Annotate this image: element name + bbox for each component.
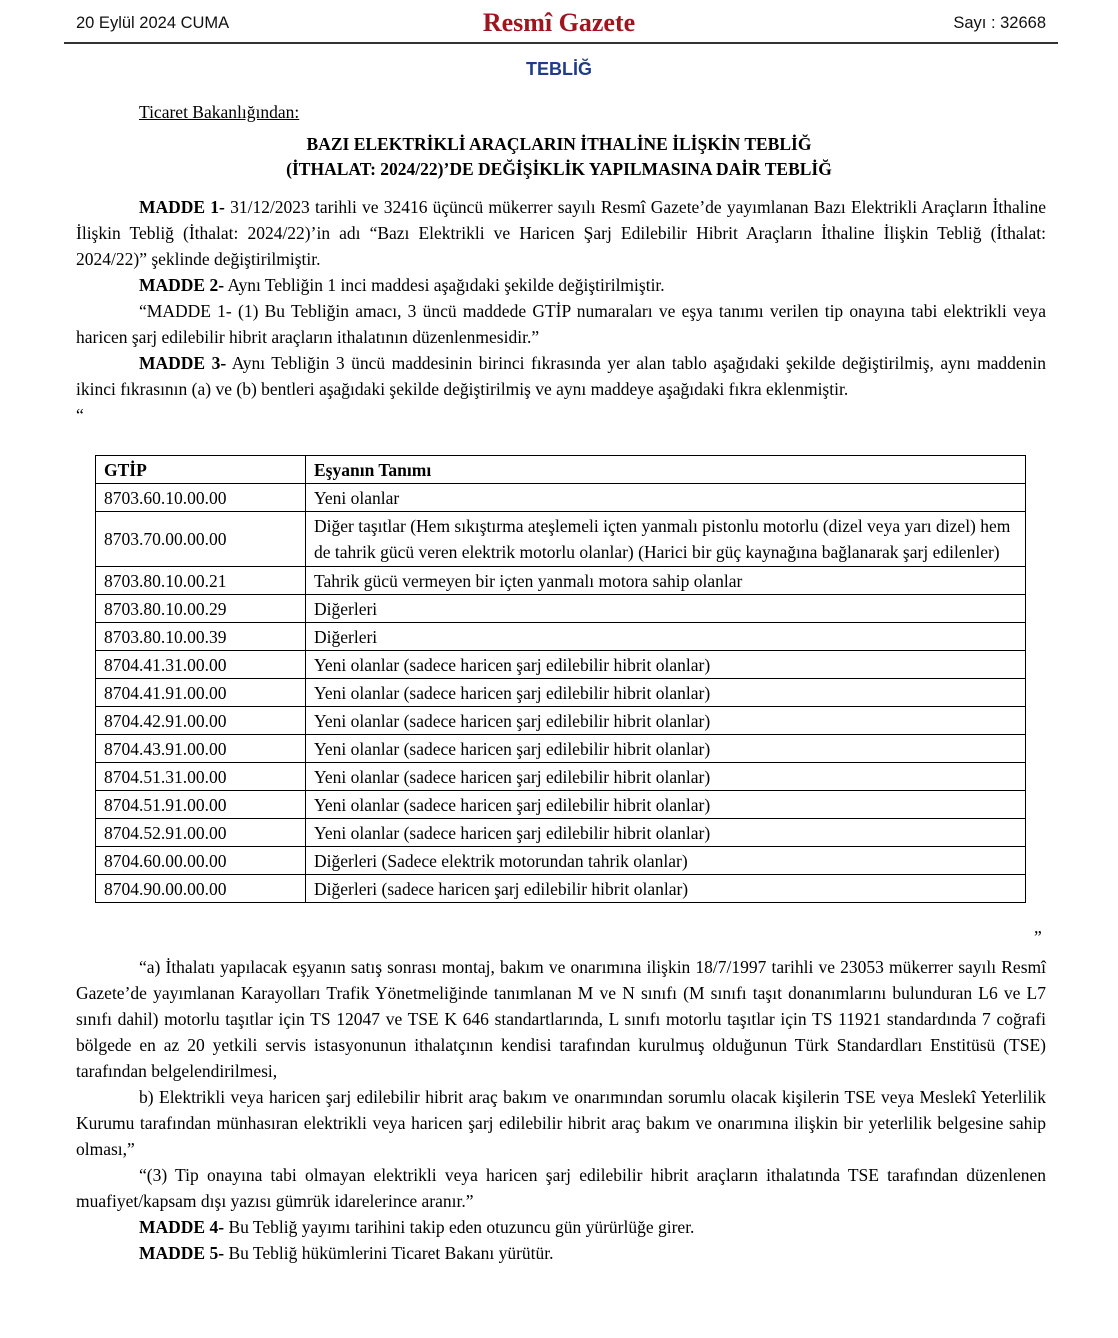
article-text: Aynı Tebliğin 1 inci maddesi aşağıdaki şekilde değiştirilmiştir. xyxy=(224,275,665,295)
table-row xyxy=(96,763,1026,791)
table-row xyxy=(96,847,1026,875)
description-cell: Yeni olanlar (sadece haricen şarj edilebilir hibrit olanlar) xyxy=(306,791,1026,819)
article-paragraph xyxy=(76,1162,1046,1214)
description-cell: Yeni olanlar (sadece haricen şarj edilebilir hibrit olanlar) xyxy=(306,651,1026,679)
body-bottom xyxy=(76,954,1046,1266)
table-row xyxy=(96,595,1026,623)
table-row xyxy=(96,819,1026,847)
gtip-code-cell: 8703.80.10.00.21 xyxy=(96,567,306,595)
document-title-line-2: (İTHALAT: 2024/22)’DE DEĞİŞİKLİK YAPILMASINA DAİR TEBLİĞ xyxy=(286,159,832,179)
description-cell: Diğer taşıtlar (Hem sıkıştırma ateşlemeli içten yanmalı pistonlu motorlu (dizel veya yarı dizel) hem de tahrik gücü veren elektrik motorlu olanlar) (Harici bir güç kaynağına bağlanarak şarj edilenler) xyxy=(306,512,1026,567)
gtip-code-cell: 8704.41.91.00.00 xyxy=(96,679,306,707)
article-text: “(3) Tip onayına tabi olmayan elektrikli veya haricen şarj edilebilir hibrit araçların ithalatında TSE tarafından düzenlenen muafiyet/kapsam dışı yazısı gümrük idarelerince aranır.” xyxy=(76,1165,1046,1211)
table-row xyxy=(96,679,1026,707)
article-label: MADDE 3- xyxy=(139,353,227,373)
gtip-code-cell: 8704.52.91.00.00 xyxy=(96,819,306,847)
table-row xyxy=(96,651,1026,679)
article-paragraph xyxy=(76,1214,1046,1240)
article-paragraph xyxy=(76,298,1046,350)
article-paragraph xyxy=(76,194,1046,272)
table-row xyxy=(96,484,1026,512)
description-cell: Diğerleri (sadece haricen şarj edilebilir hibrit olanlar) xyxy=(306,875,1026,903)
gtip-code-cell: 8704.42.91.00.00 xyxy=(96,707,306,735)
article-text: 31/12/2023 tarihli ve 32416 üçüncü mükerrer sayılı Resmî Gazete’de yayımlanan Bazı Elektrikli Araçların İthaline İlişkin Tebliğ (İthalat: 2024/22)’in adı “Bazı Elektrikli ve Haricen Şarj Edilebilir Hibrit Araçların İthaline İlişkin Tebliğ (İthalat: 2024/22)” şeklinde değiştirilmiştir. xyxy=(76,197,1047,269)
article-text: Aynı Tebliğin 3 üncü maddesinin birinci fıkrasında yer alan tablo aşağıdaki şekilde değiştirilmiş, aynı maddenin ikinci fıkrasının (a) ve (b) bentleri aşağıdaki şekilde değiştirilmiş ve aynı maddeye aşağıdaki fıkra eklenmiştir. xyxy=(76,353,1046,399)
description-cell: Diğerleri xyxy=(306,595,1026,623)
description-cell: Yeni olanlar (sadece haricen şarj edilebilir hibrit olanlar) xyxy=(306,763,1026,791)
gtip-code-cell: 8703.70.00.00.00 xyxy=(96,512,306,567)
table-header-row xyxy=(96,456,1026,484)
issuing-ministry: Ticaret Bakanlığından: xyxy=(139,102,300,122)
gtip-code-cell: 8704.41.31.00.00 xyxy=(96,651,306,679)
article-label: MADDE 4- xyxy=(139,1217,225,1237)
table-row xyxy=(96,512,1026,567)
table-close-quote: ” xyxy=(1034,927,1042,947)
article-paragraph xyxy=(76,1084,1046,1162)
description-cell: Tahrik gücü vermeyen bir içten yanmalı motora sahip olanlar xyxy=(306,567,1026,595)
article-paragraph xyxy=(76,1240,1046,1266)
description-cell: Diğerleri xyxy=(306,623,1026,651)
table-row xyxy=(96,707,1026,735)
gtip-code-cell: 8704.43.91.00.00 xyxy=(96,735,306,763)
description-cell: Diğerleri (Sadece elektrik motorundan tahrik olanlar) xyxy=(306,847,1026,875)
body-top xyxy=(76,194,1046,428)
article-text: Bu Tebliğ yayımı tarihini takip eden otuzuncu gün yürürlüğe girer. xyxy=(224,1217,695,1237)
table-row xyxy=(96,791,1026,819)
article-text: “MADDE 1- (1) Bu Tebliğin amacı, 3 üncü maddede GTİP numaraları ve eşya tanımı verilen tip onayına tabi elektrikli veya haricen şarj edilebilir hibrit araçların ithalatının düzenlenmesidir.” xyxy=(76,301,1046,347)
header-divider xyxy=(64,42,1058,44)
table-row xyxy=(96,623,1026,651)
gtip-code-cell: 8704.90.00.00.00 xyxy=(96,875,306,903)
description-cell: Yeni olanlar (sadece haricen şarj edilebilir hibrit olanlar) xyxy=(306,735,1026,763)
column-header-description: Eşyanın Tanımı xyxy=(306,456,1026,484)
article-text: b) Elektrikli veya haricen şarj edilebilir hibrit araç bakım ve onarımından sorumlu olacak kişilerin TSE veya Meslekî Yeterlilik Kurumu tarafından münhasıran elektrikli veya haricen şarj edilebilir hibrit araç bakım ve onarımına ilişkin bir yeterlilik belgesine sahip olması,” xyxy=(76,1087,1046,1159)
gtip-code-cell: 8703.80.10.00.29 xyxy=(96,595,306,623)
article-paragraph xyxy=(76,954,1046,1084)
article-label: MADDE 2- xyxy=(139,275,225,295)
gtip-table xyxy=(95,455,1026,903)
gtip-code-cell: 8704.60.00.00.00 xyxy=(96,847,306,875)
gtip-code-cell: 8703.80.10.00.39 xyxy=(96,623,306,651)
article-paragraph xyxy=(76,350,1046,402)
table-open-quote: “ xyxy=(76,405,84,425)
header-date: 20 Eylül 2024 CUMA xyxy=(76,14,230,32)
article-label: MADDE 1- xyxy=(139,197,225,217)
document-title-line-1: BAZI ELEKTRİKLİ ARAÇLARIN İTHALİNE İLİŞKİN TEBLİĞ xyxy=(306,134,812,154)
table-row xyxy=(96,735,1026,763)
description-cell: Yeni olanlar (sadece haricen şarj edilebilir hibrit olanlar) xyxy=(306,707,1026,735)
article-label: MADDE 5- xyxy=(139,1243,225,1263)
description-cell: Yeni olanlar (sadece haricen şarj edilebilir hibrit olanlar) xyxy=(306,679,1026,707)
article-text: Bu Tebliğ hükümlerini Ticaret Bakanı yürütür. xyxy=(224,1243,554,1263)
document-title xyxy=(0,132,1118,182)
table-row xyxy=(96,875,1026,903)
gazette-masthead: Resmî Gazete xyxy=(482,8,636,37)
section-heading: TEBLİĞ xyxy=(526,59,592,79)
description-cell: Yeni olanlar xyxy=(306,484,1026,512)
description-cell: Yeni olanlar (sadece haricen şarj edilebilir hibrit olanlar) xyxy=(306,819,1026,847)
table-row xyxy=(96,567,1026,595)
gtip-code-cell: 8703.60.10.00.00 xyxy=(96,484,306,512)
table-body xyxy=(96,484,1026,903)
article-paragraph xyxy=(76,272,1046,298)
gtip-code-cell: 8704.51.31.00.00 xyxy=(96,763,306,791)
gtip-code-cell: 8704.51.91.00.00 xyxy=(96,791,306,819)
article-text: “a) İthalatı yapılacak eşyanın satış sonrası montaj, bakım ve onarımına ilişkin 18/7/1997 tarihli ve 23053 mükerrer sayılı Resmî Gazete’de yayımlanan Karayolları Trafik Yönetmeliğinde tanımlanan M ve N sınıfı (M sınıfı taşıt donanımlarını bulunduran L6 ve L7 sınıfı dahil) motorlu taşıtlar için TS 12047 ve TSE K 646 standartlarında, L sınıfı motorlu taşıtlar için TS 11921 standardında 7 coğrafi bölgede en az 20 yetkili servis istasyonunun ithalatçının kendisi tarafından kurulmuş olduğunun Türk Standardları Enstitüsü (TSE) tarafından belgelendirilmesi, xyxy=(76,957,1046,1081)
header-issue-number: Sayı : 32668 xyxy=(953,14,1046,32)
column-header-gtip: GTİP xyxy=(96,456,306,484)
